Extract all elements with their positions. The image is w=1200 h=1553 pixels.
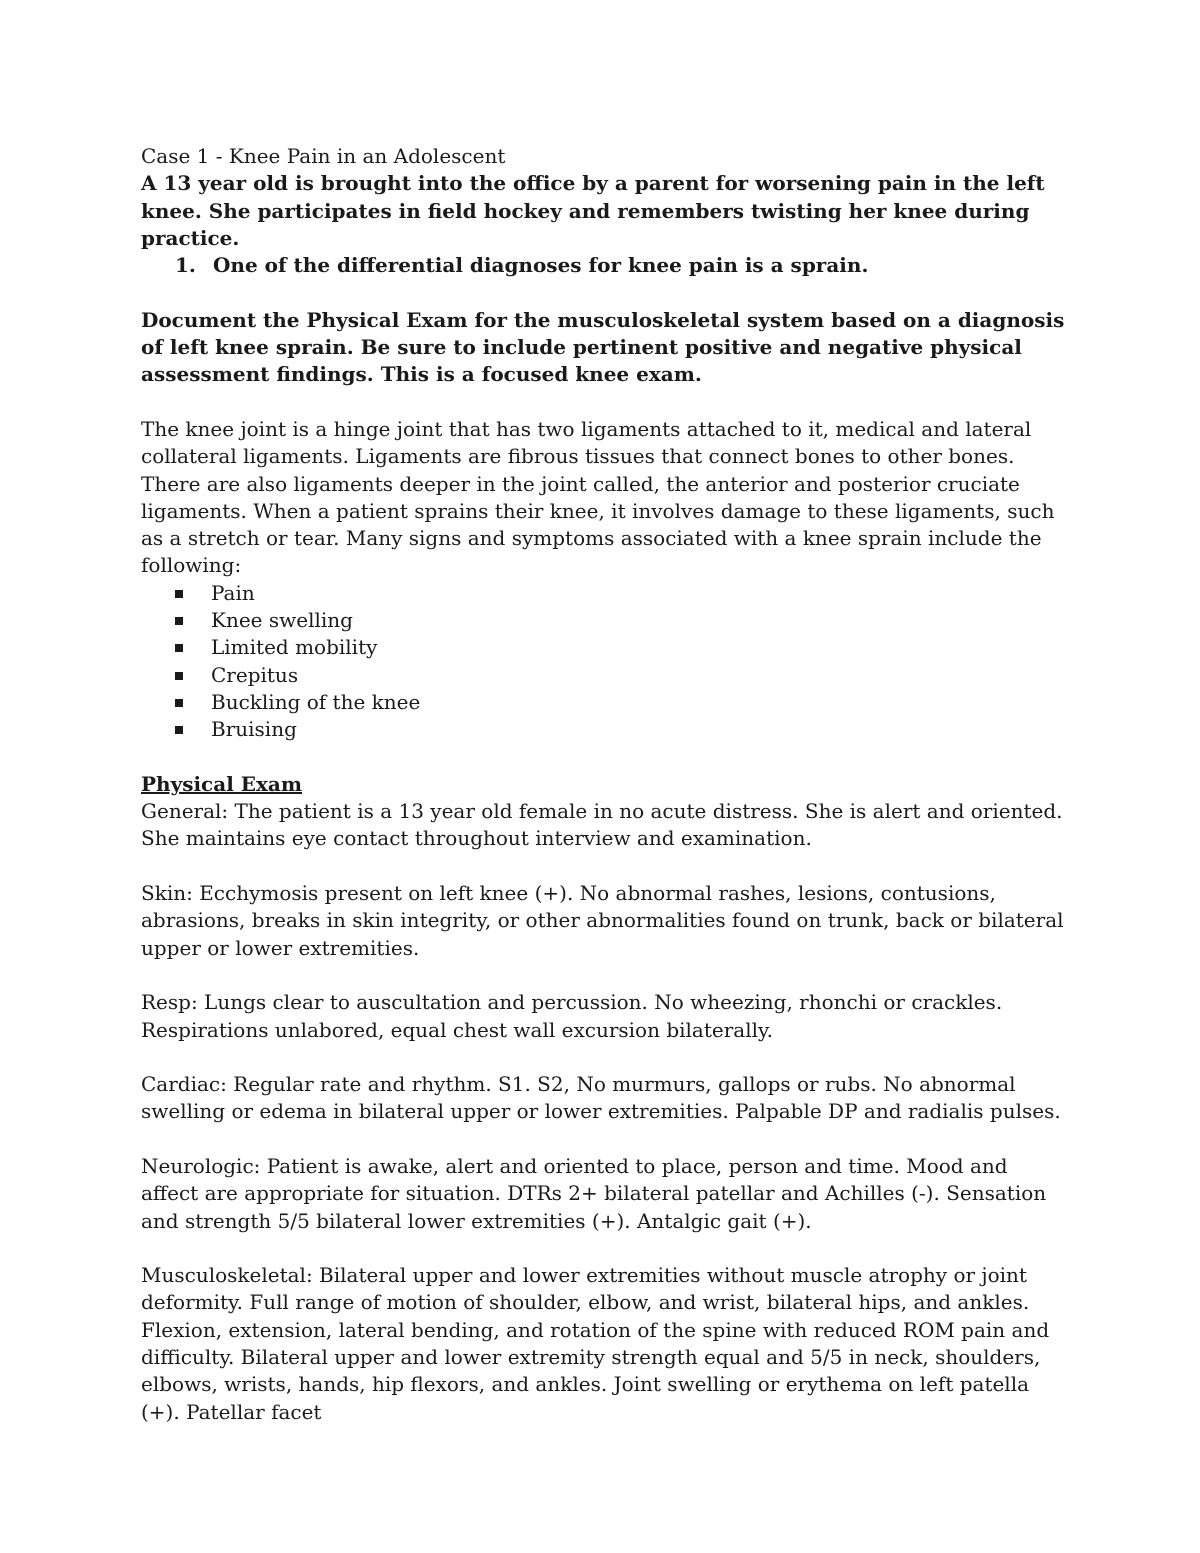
case-title: Case 1 - Knee Pain in an Adolescent	[141, 144, 506, 168]
list-item: Limited mobility	[141, 634, 1066, 661]
square-bullet-icon	[175, 617, 183, 625]
exam-musculoskeletal: Musculoskeletal: Bilateral upper and lower extremities without muscle atrophy or joint deformity. Full range of motion of shoulder, elbow, and wrist, bilateral hips, and ankles. Flexion, extension, lateral bending, and rotation of the spine with reduced ROM pain and difficulty. Bilateral upper and lower extremity strength equal and 5/5 in neck, shoulders, elbows, wrists, hands, hip flexors, and ankles. Joint swelling or erythema on left patella (+). Patellar facet	[141, 1263, 1050, 1424]
list-item: Knee swelling	[141, 607, 1066, 634]
exam-cardiac: Cardiac: Regular rate and rhythm. S1. S2, No murmurs, gallops or rubs. No abnormal swelling or edema in bilateral upper or lower extremities. Palpable DP and radialis pulses.	[141, 1072, 1061, 1124]
exam-resp: Resp: Lungs clear to auscultation and percussion. No wheezing, rhonchi or crackles. Respirations unlabored, equal chest wall excursion bilaterally.	[141, 990, 1003, 1042]
square-bullet-icon	[175, 699, 183, 707]
exam-skin: Skin: Ecchymosis present on left knee (+). No abnormal rashes, lesions, contusions, abrasions, breaks in skin integrity, or other abnormalities found on trunk, back or bilateral upper or lower extremities.	[141, 881, 1064, 960]
list-item: Pain	[141, 580, 1066, 607]
list-item: Crepitus	[141, 662, 1066, 689]
square-bullet-icon	[175, 644, 183, 652]
square-bullet-icon	[175, 590, 183, 598]
case-intro: A 13 year old is brought into the office by a parent for worsening pain in the left knee. She participates in field hockey and remembers twisting her knee during practice.	[141, 171, 1045, 250]
document-page	[141, 143, 1066, 1426]
list-number: 1.	[175, 253, 196, 278]
instruction-text: Document the Physical Exam for the musculoskeletal system based on a diagnosis of left knee sprain. Be sure to include pertinent positive and negative physical assessment findings. This is a focused knee exam.	[141, 307, 1065, 387]
exam-neuro: Neurologic: Patient is awake, alert and oriented to place, person and time. Mood and affect are appropriate for situation. DTRs 2+ bilateral patellar and Achilles (-). Sensation and strength 5/5 bilateral lower extremities (+). Antalgic gait (+).	[141, 1153, 1047, 1233]
numbered-item	[141, 252, 1066, 279]
symptom-list	[141, 580, 1066, 744]
square-bullet-icon	[175, 672, 183, 680]
numbered-item-text: One of the differential diagnoses for knee pain is a sprain.	[213, 253, 869, 278]
list-item: Bruising	[141, 716, 1066, 743]
square-bullet-icon	[175, 726, 183, 734]
background-paragraph: The knee joint is a hinge joint that has two ligaments attached to it, medical and lateral collateral ligaments. Ligaments are fibrous tissues that connect bones to other bones. There are also ligaments deeper in the joint called, the anterior and posterior cruciate ligaments. When a patient sprains their knee, it involves damage to these ligaments, such as a stretch or tear. Many signs and symptoms associated with a knee sprain include the following:	[141, 416, 1055, 578]
physical-exam-heading: Physical Exam	[141, 771, 303, 796]
list-item: Buckling of the knee	[141, 689, 1066, 716]
exam-general: General: The patient is a 13 year old female in no acute distress. She is alert and oriented. She maintains eye contact throughout interview and examination.	[141, 799, 1063, 851]
